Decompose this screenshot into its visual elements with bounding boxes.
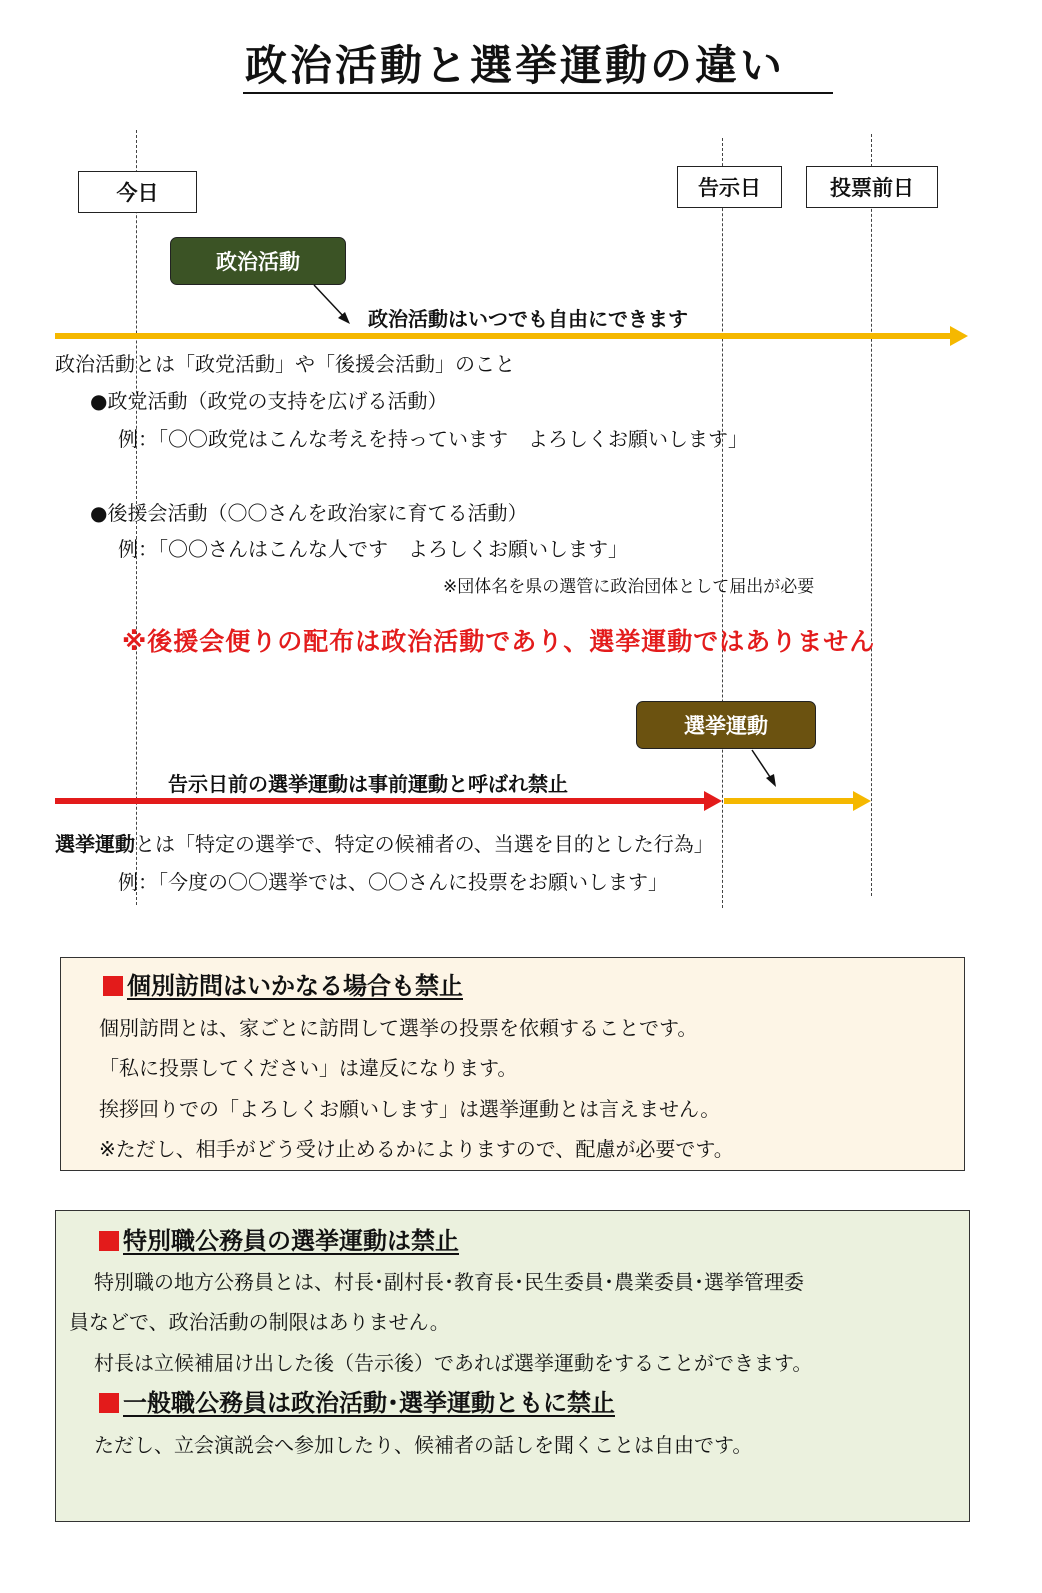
campaign-tag-label: 選挙運動 <box>684 714 768 738</box>
support-group-note: ※団体名を県の選管に政治団体として届出が必要 <box>443 577 815 597</box>
political-pointer-head <box>338 312 350 324</box>
mayor-campaign-line: 村長は立候補届け出した後（告示後）であれば選挙運動をすることができます。 <box>94 1351 813 1375</box>
support-group-example: 例：「〇〇さんはこんな人です よろしくお願いします」 <box>118 537 628 561</box>
campaign-definition-rest: とは「特定の選挙で、特定の候補者の、当選を目的とした行為」 <box>135 832 714 856</box>
political-activity-tag-label: 政治活動 <box>216 250 300 274</box>
general-servant-heading-text: 一般職公務員は政治活動･選挙運動ともに禁止 <box>123 1389 615 1417</box>
special-servant-heading-text: 特別職公務員の選挙運動は禁止 <box>123 1227 459 1255</box>
public-servant-notice-box <box>55 1210 970 1522</box>
general-servant-line: ただし、立会演説会へ参加したり、候補者の話しを聞くことは自由です。 <box>94 1433 753 1457</box>
pre-campaign-red-arrow-shaft <box>55 798 707 804</box>
political-yellow-arrow-head <box>950 326 968 346</box>
general-servant-heading <box>99 1383 615 1418</box>
party-activity-heading: ●政党活動（政党の支持を広げる活動） <box>90 389 448 413</box>
campaign-pointer-head <box>766 774 776 787</box>
campaign-definition-term: 選挙運動 <box>55 832 135 856</box>
campaign-example: 例：「今度の〇〇選挙では、〇〇さんに投票をお願いします」 <box>118 870 668 894</box>
support-group-heading: ●後援会活動（〇〇さんを政治家に育てる活動） <box>90 501 528 525</box>
red-square-icon <box>103 976 123 996</box>
red-square-icon <box>99 1231 119 1251</box>
campaign-yellow-arrow-head <box>853 791 871 811</box>
today-label: 今日 <box>116 181 159 205</box>
special-servant-line-2: 員などで、政治活動の制限はありません。 <box>69 1310 450 1334</box>
page-title: 政治活動と選挙運動の違い <box>245 41 786 90</box>
door-to-door-line-3: 挨拶回りでの「よろしくお願いします」は選挙運動とは言えません。 <box>99 1097 721 1121</box>
door-to-door-heading <box>103 966 463 1001</box>
campaign-arrow-text: 告示日前の選挙運動は事前運動と呼ばれ禁止 <box>168 772 568 796</box>
campaign-pointer-line <box>752 750 772 780</box>
political-definition: 政治活動とは「政党活動」や「後援会活動」のこと <box>55 352 515 376</box>
door-to-door-line-4: ※ただし、相手がどう受け止めるかによりますので、配慮が必要です。 <box>99 1137 734 1161</box>
campaign-definition <box>55 828 714 857</box>
political-yellow-arrow-shaft <box>55 333 953 339</box>
red-square-icon <box>99 1393 119 1413</box>
special-servant-line-1: 特別職の地方公務員とは、村長･副村長･教育長･民生委員･農業委員･選挙管理委 <box>94 1270 804 1294</box>
eve-label: 投票前日 <box>830 176 914 200</box>
political-arrow-text: 政治活動はいつでも自由にできます <box>368 307 688 331</box>
special-servant-heading <box>99 1221 459 1256</box>
pre-campaign-red-arrow-head <box>704 791 722 811</box>
door-to-door-line-1: 個別訪問とは、家ごとに訪問して選挙の投票を依頼することです。 <box>99 1016 698 1040</box>
door-to-door-notice-box <box>60 957 965 1171</box>
newsletter-warning: ※後援会便りの配布は政治活動であり、選挙運動ではありません <box>122 627 876 656</box>
door-to-door-line-2: 「私に投票してください」は違反になります。 <box>99 1056 518 1080</box>
political-pointer-line <box>314 285 345 318</box>
campaign-yellow-arrow-shaft <box>724 798 856 804</box>
door-to-door-heading-text: 個別訪問はいかなる場合も禁止 <box>127 972 463 1000</box>
party-activity-example: 例：「〇〇政党はこんな考えを持っています よろしくお願いします」 <box>118 427 748 451</box>
notice-day-label: 告示日 <box>698 176 761 200</box>
